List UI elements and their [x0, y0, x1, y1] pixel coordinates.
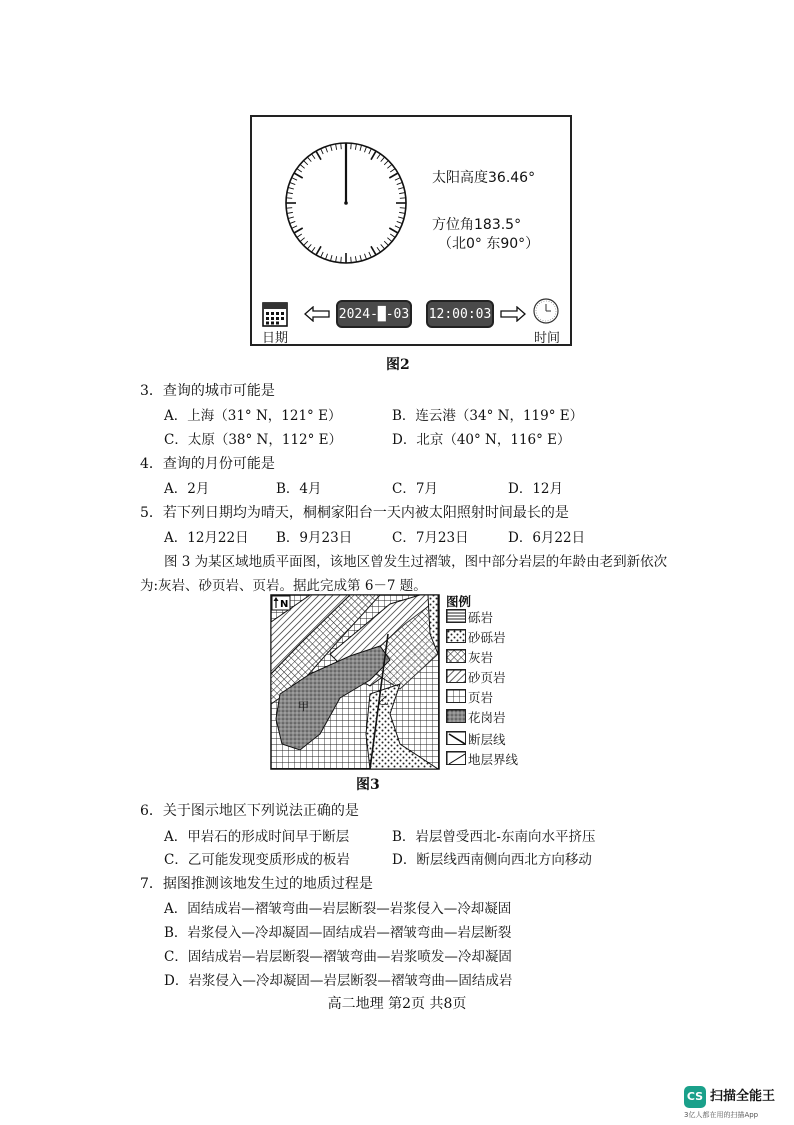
- dial-tick: [294, 173, 303, 178]
- question-7-option-a[interactable]: A．固结成岩—褶皱弯曲—岩层断裂—岩浆侵入—冷却凝固: [164, 901, 512, 917]
- question-3-option-c[interactable]: C．太原（38° N，112° E）: [164, 432, 343, 448]
- limestone-swatch: [446, 649, 466, 663]
- sun-altitude-text: 太阳高度36.46°: [432, 170, 536, 186]
- dial-tick: [389, 173, 398, 178]
- dial-tick: [381, 244, 385, 249]
- north-label: N: [280, 599, 289, 610]
- question-7-stem: 7．据图推测该地发生过的地质过程是: [140, 876, 373, 892]
- dial-tick: [294, 228, 303, 233]
- question-4-option-c[interactable]: C．7月: [392, 481, 438, 497]
- page-footer: 高二地理 第2页 共8页: [327, 996, 467, 1012]
- dial-tick: [330, 145, 332, 151]
- dial-tick: [399, 193, 405, 194]
- dial-tick: [321, 149, 324, 154]
- label-jia: 甲: [298, 700, 309, 713]
- sandy-shale-swatch: [446, 669, 466, 683]
- question-6-option-c[interactable]: C．乙可能发现变质形成的板岩: [164, 852, 350, 868]
- time-label: 时间: [534, 331, 561, 346]
- dial-tick: [336, 256, 337, 262]
- dial-tick: [389, 228, 398, 233]
- dial-tick: [341, 143, 342, 149]
- dial-tick: [300, 238, 305, 242]
- dial-tick: [360, 255, 362, 261]
- calendar-icon[interactable]: [262, 301, 288, 327]
- question-5-option-b[interactable]: B．9月23日: [276, 530, 353, 546]
- legend-label: 地层界线: [468, 752, 519, 767]
- camscanner-name: 扫描全能王: [710, 1089, 776, 1104]
- legend-label: 砂砾岩: [468, 630, 506, 645]
- dial-tick: [390, 169, 395, 172]
- dial-tick: [297, 234, 302, 237]
- dial-tick: [336, 144, 337, 150]
- question-4-stem: 4．查询的月份可能是: [140, 456, 275, 472]
- dial-tick: [351, 143, 352, 149]
- date-display[interactable]: 2024-█-03: [336, 300, 412, 328]
- azimuth-text: 方位角183.5°: [432, 217, 522, 233]
- dial-tick: [384, 241, 388, 245]
- dial-tick: [316, 246, 321, 255]
- question-4-option-b[interactable]: B．4月: [276, 481, 322, 497]
- dial-tick: [395, 226, 400, 229]
- legend-label: 页岩: [468, 690, 494, 705]
- dial-tick: [364, 147, 366, 153]
- dial-tick: [307, 157, 311, 162]
- question-5-option-a[interactable]: A．12月22日: [164, 530, 249, 546]
- arrow-left-icon[interactable]: [304, 306, 330, 322]
- arrow-right-icon[interactable]: [500, 306, 526, 322]
- dial-tick: [288, 217, 294, 219]
- question-5-option-c[interactable]: C．7月23日: [392, 530, 469, 546]
- shale-swatch: [446, 689, 466, 703]
- dial-tick: [304, 161, 308, 165]
- dial-tick: [384, 161, 388, 165]
- question-6-option-d[interactable]: D．断层线西南侧向西北方向移动: [392, 852, 592, 868]
- dial-tick: [369, 252, 372, 257]
- dial-tick: [312, 154, 315, 159]
- figure-3-caption: 图3: [356, 777, 380, 793]
- dial-tick: [351, 257, 352, 263]
- dial-tick: [390, 234, 395, 237]
- dial-tick: [325, 254, 327, 260]
- dial-tick: [290, 221, 296, 223]
- question-5-stem: 5．若下列日期均为晴天，桐桐家阳台一天内被太阳照射时间最长的是: [140, 505, 569, 521]
- label-yi: 乙: [378, 694, 389, 707]
- dial-tick: [369, 149, 372, 154]
- dial-tick: [398, 187, 404, 189]
- question-7-option-b[interactable]: B．岩浆侵入—冷却凝固—固结成岩—褶皱弯曲—岩层断裂: [164, 925, 512, 941]
- question-3-stem: 3．查询的城市可能是: [140, 383, 275, 399]
- dial-tick: [387, 164, 392, 168]
- intro-line-2: 为:灰岩、砂页岩、页岩。据此完成第 6－7 题。: [140, 578, 427, 594]
- dial-tick: [397, 182, 403, 184]
- dial-tick: [400, 198, 406, 199]
- legend-label: 花岗岩: [468, 710, 506, 725]
- dial-tick: [364, 254, 366, 260]
- dial-tick: [371, 151, 376, 160]
- dial-tick: [316, 151, 321, 160]
- dial-tick: [395, 178, 400, 181]
- dial-tick: [290, 182, 296, 184]
- legend-label: 砾岩: [468, 610, 494, 625]
- dial-tick: [287, 212, 293, 213]
- question-6-stem: 6．关于图示地区下列说法正确的是: [140, 803, 359, 819]
- azimuth-note: （北0° 东90°）: [438, 236, 540, 252]
- figure-2-caption: 图2: [386, 357, 410, 373]
- dial-tick: [371, 246, 376, 255]
- dial-tick: [341, 257, 342, 263]
- dial-tick: [304, 241, 308, 245]
- dial-tick: [292, 178, 297, 181]
- dial-tick: [325, 147, 327, 153]
- legend-label: 断层线: [468, 732, 506, 747]
- dial-tick: [292, 226, 297, 229]
- dial-tick: [377, 154, 380, 159]
- question-3-option-d[interactable]: D．北京（40° N，116° E）: [392, 432, 571, 448]
- conglomerate-swatch: [446, 609, 466, 623]
- stratum-boundary-swatch: [446, 751, 466, 765]
- dial-tick: [307, 244, 311, 249]
- question-7-option-d[interactable]: D．岩浆侵入—冷却凝固—岩层断裂—褶皱弯曲—固结成岩: [164, 973, 513, 989]
- legend-title: 图例: [446, 594, 472, 609]
- time-display[interactable]: 12:00:03: [426, 300, 494, 328]
- dial-tick: [330, 255, 332, 261]
- geologic-map: [270, 594, 440, 770]
- dial-tick: [286, 208, 292, 209]
- question-6-option-a[interactable]: A．甲岩石的形成时间早于断层: [164, 829, 350, 845]
- question-6-option-b[interactable]: B．岩层曾受西北-东南向水平挤压: [392, 829, 596, 845]
- camscanner-logo: CS: [684, 1086, 706, 1108]
- dial-tick: [399, 212, 405, 213]
- sun-dial-clock: [280, 133, 412, 283]
- dial-tick: [377, 247, 380, 252]
- dial-tick: [397, 221, 403, 223]
- question-3-option-a[interactable]: A．上海（31° N，121° E）: [164, 408, 342, 424]
- dial-tick: [360, 145, 362, 151]
- dial-tick: [387, 238, 392, 242]
- dial-tick: [286, 198, 292, 199]
- granite-swatch: [446, 709, 466, 723]
- date-label: 日期: [262, 331, 289, 346]
- dial-tick: [355, 144, 356, 150]
- question-4-option-a[interactable]: A．2月: [164, 481, 210, 497]
- dial-tick: [355, 256, 356, 262]
- clock-icon[interactable]: [532, 297, 560, 325]
- question-7-option-c[interactable]: C．固结成岩—岩层断裂—褶皱弯曲—岩浆喷发—冷却凝固: [164, 949, 512, 965]
- intro-line-1: 图 3 为某区域地质平面图，该地区曾发生过褶皱，图中部分岩层的年龄由老到新依次: [164, 554, 668, 570]
- fault-line-swatch: [446, 731, 466, 745]
- question-4-option-d[interactable]: D．12月: [508, 481, 564, 497]
- question-5-option-d[interactable]: D．6月22日: [508, 530, 586, 546]
- dial-tick: [400, 208, 406, 209]
- legend-label: 砂页岩: [468, 670, 506, 685]
- dial-tick: [312, 247, 315, 252]
- figure-2-panel: [250, 115, 572, 346]
- dial-tick: [297, 169, 302, 172]
- camscanner-tagline: 3亿人都在用的扫描App: [684, 1111, 759, 1119]
- legend-label: 灰岩: [468, 650, 494, 665]
- sandy-gravel-swatch: [446, 629, 466, 643]
- question-3-option-b[interactable]: B．连云港（34° N，119° E）: [392, 408, 584, 424]
- dial-tick: [287, 193, 293, 194]
- dial-tick: [288, 187, 294, 189]
- dial-tick: [300, 164, 305, 168]
- dial-tick: [381, 157, 385, 162]
- dial-tick: [398, 217, 404, 219]
- dial-tick: [321, 252, 324, 257]
